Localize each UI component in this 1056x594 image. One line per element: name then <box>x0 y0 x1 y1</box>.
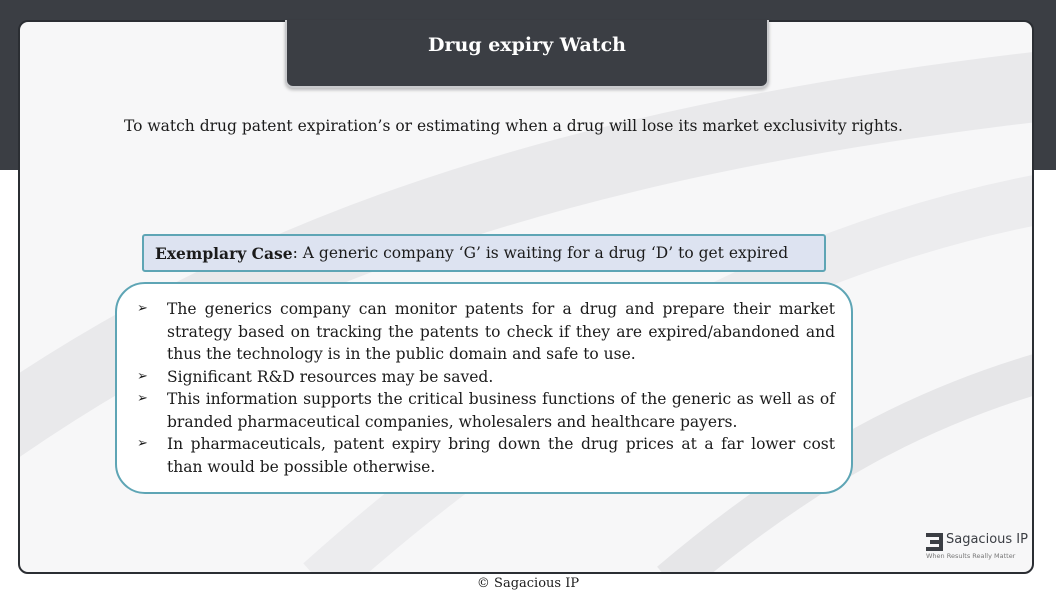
bullet-item <box>137 298 835 366</box>
sagacious-logo <box>926 532 1030 564</box>
logo-tagline: When Results Really Matter <box>926 552 1016 560</box>
sagacious-logo-mark-icon <box>926 532 944 552</box>
bullets-box <box>115 282 853 494</box>
bullet-item <box>137 433 835 478</box>
bullet-text: The generics company can monitor patents for a drug and prepare their market strategy based on tracking the patents to check if they are expired/abandoned and thus the technology is in the public domain and safe to use. <box>167 300 835 363</box>
bullet-item <box>137 366 835 389</box>
footer-copyright: © Sagacious IP <box>476 576 580 591</box>
logo-name: Sagacious IP <box>946 532 1028 547</box>
bullet-text: In pharmaceuticals, patent expiry bring down the drug prices at a far lower cost than would be possible otherwise. <box>167 435 835 476</box>
arrow-bullet-icon: ➢ <box>137 369 148 384</box>
arrow-bullet-icon: ➢ <box>137 301 148 316</box>
slide-title: Drug expiry Watch <box>428 34 626 56</box>
title-tab <box>285 20 769 88</box>
bullet-item <box>137 388 835 433</box>
case-text: : A generic company ‘G’ is waiting for a drug ‘D’ to get expired <box>292 244 789 262</box>
arrow-bullet-icon: ➢ <box>137 436 148 451</box>
exemplary-case-box <box>142 234 826 272</box>
intro-text: To watch drug patent expiration’s or estimating when a drug will lose its market exclusivity rights. <box>124 117 903 135</box>
arrow-bullet-icon: ➢ <box>137 391 148 406</box>
bullet-text: This information supports the critical business functions of the generic as well as of branded pharmaceutical companies, wholesalers and healthcare payers. <box>167 390 835 431</box>
bullet-text: Significant R&D resources may be saved. <box>167 368 494 386</box>
case-label: Exemplary Case <box>155 243 293 263</box>
